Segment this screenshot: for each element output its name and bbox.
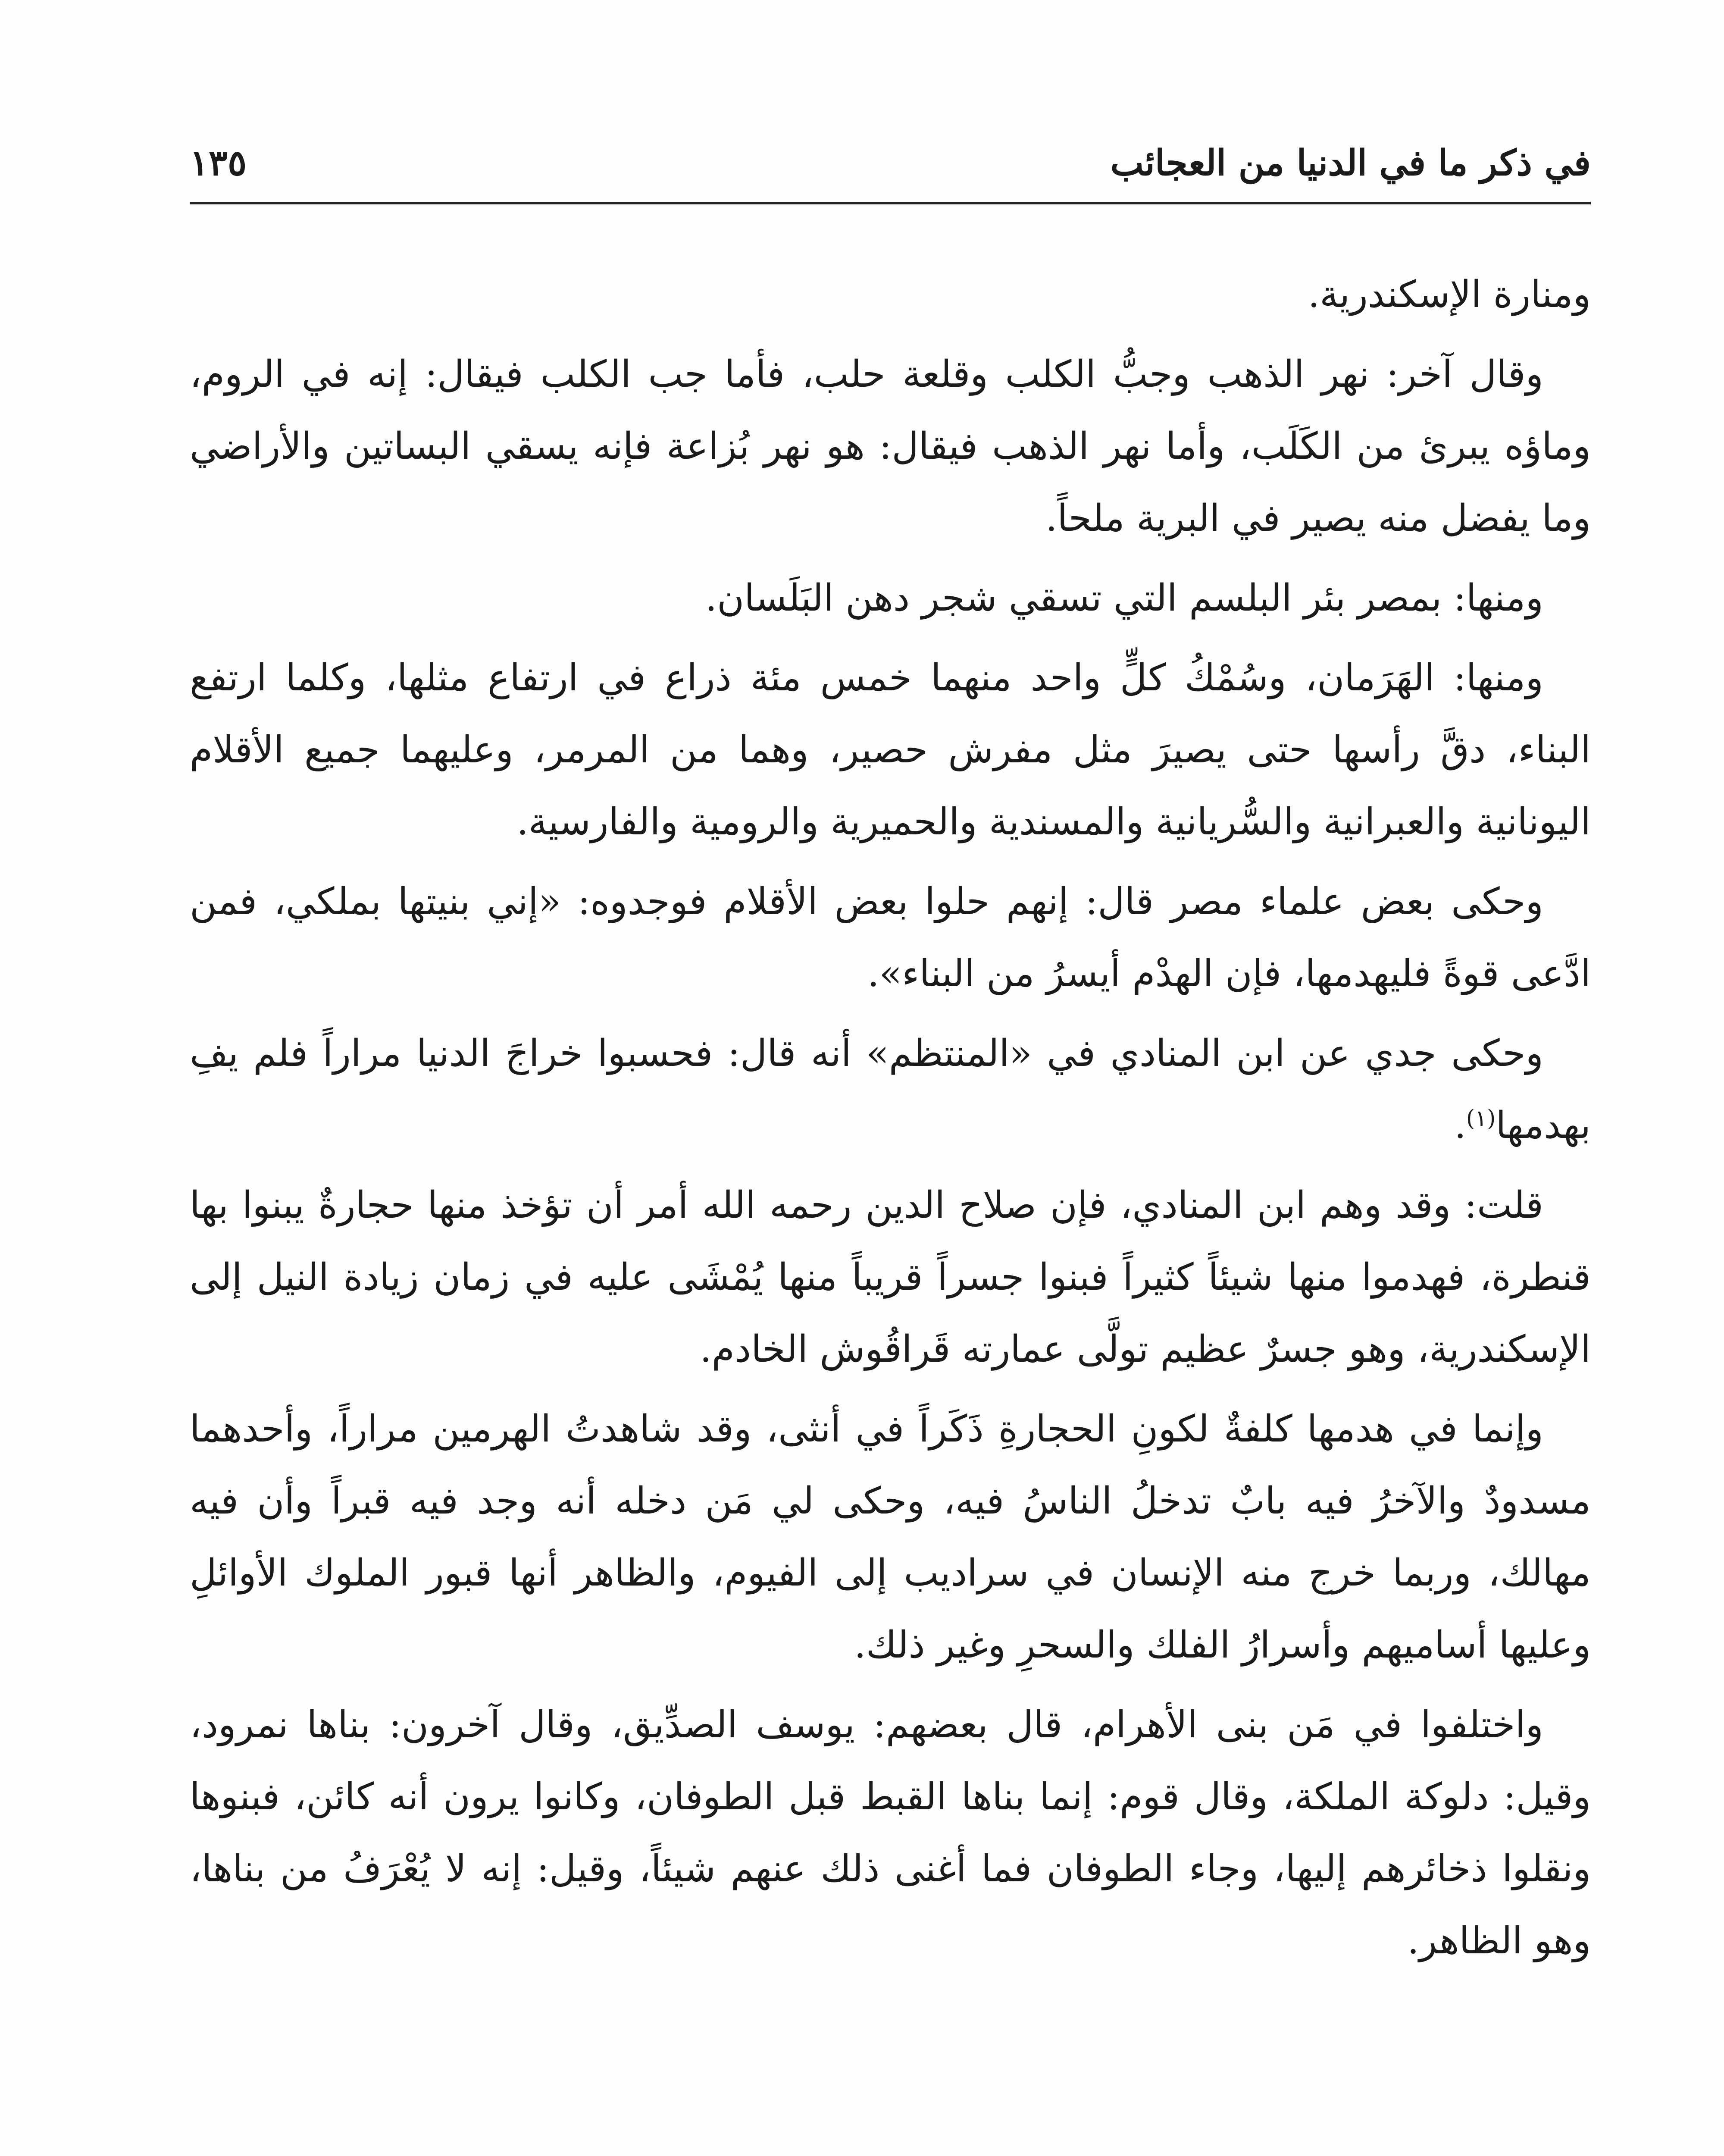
footnote-reference[interactable]: (١): [1466, 1106, 1496, 1131]
paragraph: ومنارة الإسكندرية.: [1308, 273, 1591, 316]
paragraph: ومنها: بمصر بئر البلسم التي تسقي شجر دهن البَلَسان.: [705, 577, 1543, 620]
paragraph: وقال آخر: نهر الذهب وجبُّ الكلب وقلعة حلب، فأما جب الكلب فيقال: إنه في الروم، وماؤه يبرئ من الكَلَب، وأما نهر الذهب فيقال: هو نهر بُزاعة فإنه يسقي البساتين والأراضي وما يفضل منه يصير في البرية ملحاً.: [190, 353, 1591, 540]
paragraph: ومنها: الهَرَمان، وسُمْكُ كلٍّ واحد منهما خمس مئة ذراع في ارتفاع مثلها، وكلما ارتفع البناء، دقَّ رأسها حتى يصيرَ مثل مفرش حصير، وهما من المرمر، وعليهما جميع الأقلام اليونانية والعبرانية والسُّريانية والمسندية والحميرية والرومية والفارسية.: [190, 656, 1591, 843]
running-header: [190, 129, 1591, 198]
paragraph: واختلفوا في مَن بنى الأهرام، قال بعضهم: يوسف الصدِّيق، وقال آخرون: بناها نمرود، وقيل: دلوكة الملكة، وقال قوم: إنما بناها القبط قبل الطوفان، وكانوا يرون أنه كائن، فبنوها ونقلوا ذخائرهم إليها، وجاء الطوفان فما أغنى ذلك عنهم شيئاً، وقيل: إنه لا يُعْرَفُ من بناها، وهو الظاهر.: [190, 1703, 1591, 1962]
header-rule: [190, 202, 1591, 204]
book-page: [190, 129, 1591, 2156]
paragraph: وحكى بعض علماء مصر قال: إنهم حلوا بعض الأقلام فوجدوه: «إني بنيتها بملكي، فمن ادَّعى قوةً فليهدمها، فإن الهدْم أيسرُ من البناء».: [190, 880, 1591, 995]
paragraph-with-footnote: [190, 1018, 1591, 1162]
paragraph: وإنما في هدمها كلفةٌ لكونِ الحجارةِ ذَكَراً في أنثى، وقد شاهدتُ الهرمين مراراً، وأحدهما مسدودٌ والآخرُ فيه بابٌ تدخلُ الناسُ فيه، وحكى لي مَن دخله أنه وجد فيه قبراً وأن فيه مهالك، وربما خرج منه الإنسان في سراديب إلى الفيوم، والظاهر أنها قبور الملوك الأوائلِ وعليها أساميهم وأسرارُ الفلك والسحرِ وغير ذلك.: [190, 1407, 1591, 1667]
page-number: ١٣٥: [190, 142, 247, 184]
body-text: [190, 259, 1591, 1985]
paragraph-text: وحكى جدي عن ابن المنادي في «المنتظم» أنه قال: فحسبوا خراجَ الدنيا مراراً فلم يفِ بهدمها: [190, 1032, 1591, 1147]
paragraph: قلت: وقد وهم ابن المنادي، فإن صلاح الدين رحمه الله أمر أن تؤخذ منها حجارةٌ يبنوا بها قنطرة، فهدموا منها شيئاً كثيراً فبنوا جسراً قريباً منها يُمْشَى عليه في زمان زيادة النيل إلى الإسكندرية، وهو جسرٌ عظيم تولَّى عمارته قَراقُوش الخادم.: [190, 1184, 1591, 1371]
paragraph-end: .: [1454, 1104, 1466, 1147]
running-title: في ذكر ما في الدنيا من العجائب: [1110, 142, 1591, 184]
